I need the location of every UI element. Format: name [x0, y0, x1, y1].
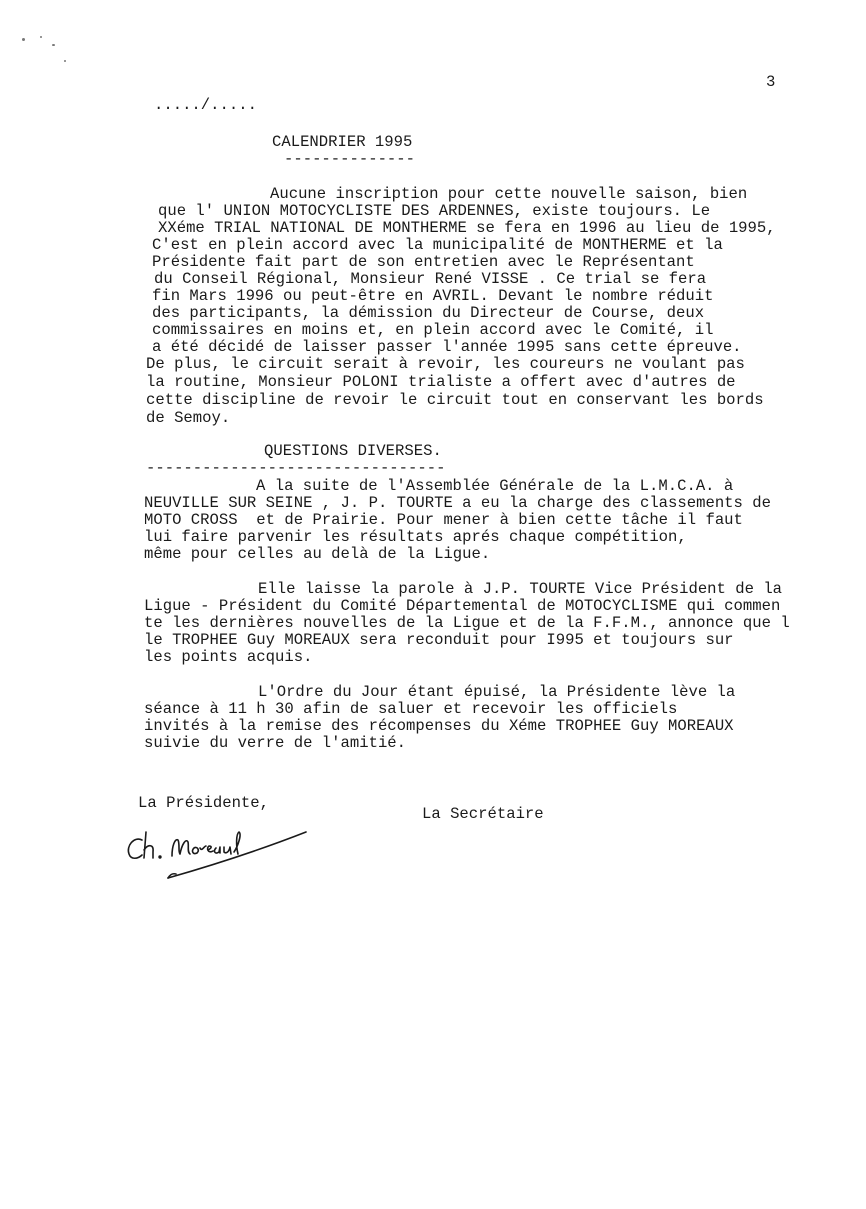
body-line: C'est en plein accord avec la municipalité de MONTHERME et la	[152, 236, 723, 254]
presidente-signature	[120, 818, 320, 888]
section-heading-calendrier: CALENDRIER 1995	[272, 133, 413, 151]
body-line: Aucune inscription pour cette nouvelle saison, bien	[270, 185, 748, 203]
body-line: te les dernières nouvelles de la Ligue et de la F.F.M., annonce que l	[144, 614, 790, 632]
body-line: L'Ordre du Jour étant épuisé, la Présidente lève la	[258, 683, 736, 701]
body-line: de Semoy.	[146, 409, 231, 427]
body-line: des participants, la démission du Directeur de Course, deux	[152, 304, 705, 322]
paper-speck	[52, 44, 55, 46]
section-heading-underline: --------------------------------	[146, 459, 446, 477]
body-line: du Conseil Régional, Monsieur René VISSE . Ce trial se fera	[154, 270, 707, 288]
body-line: Elle laisse la parole à J.P. TOURTE Vice Président de la	[258, 580, 783, 598]
body-line: lui faire parvenir les résultats aprés chaque compétition,	[144, 528, 687, 546]
secretaire-title: La Secrétaire	[422, 805, 544, 823]
body-line: De plus, le circuit serait à revoir, les coureurs ne voulant pas	[146, 355, 745, 373]
body-line: même pour celles au delà de la Ligue.	[144, 545, 491, 563]
paper-speck	[22, 38, 25, 41]
body-line: Ligue - Président du Comité Départemental de MOTOCYCLISME qui commen	[144, 597, 781, 615]
body-line: fin Mars 1996 ou peut-être en AVRIL. Devant le nombre réduit	[152, 287, 714, 305]
continuation-mark: ...../.....	[154, 96, 257, 114]
paper-speck	[64, 60, 66, 62]
body-line: le TROPHEE Guy MOREAUX sera reconduit pour I995 et toujours sur	[144, 631, 734, 649]
body-line: a été décidé de laisser passer l'année 1995 sans cette épreuve.	[152, 338, 742, 356]
section-heading-underline: --------------	[284, 150, 416, 168]
section-heading-questions: QUESTIONS DIVERSES.	[264, 442, 442, 460]
page-number: 3	[766, 73, 776, 91]
body-line: les points acquis.	[144, 648, 313, 666]
presidente-title: La Présidente,	[138, 794, 270, 812]
body-line: séance à 11 h 30 afin de saluer et recevoir les officiels	[144, 700, 678, 718]
body-line: XXéme TRIAL NATIONAL DE MONTHERME se fera en 1996 au lieu de 1995,	[158, 219, 776, 237]
body-line: que l' UNION MOTOCYCLISTE DES ARDENNES, existe toujours. Le	[158, 202, 711, 220]
body-line: invités à la remise des récompenses du Xéme TROPHEE Guy MOREAUX	[144, 717, 734, 735]
body-line: suivie du verre de l'amitié.	[144, 734, 407, 752]
body-line: cette discipline de revoir le circuit tout en conservant les bords	[146, 391, 764, 409]
body-line: Présidente fait part de son entretien avec le Représentant	[152, 253, 695, 271]
body-line: MOTO CROSS et de Prairie. Pour mener à bien cette tâche il faut	[144, 511, 743, 529]
body-line: commissaires en moins et, en plein accord avec le Comité, il	[152, 321, 714, 339]
body-line: la routine, Monsieur POLONI trialiste a offert avec d'autres de	[146, 373, 736, 391]
paper-speck	[40, 36, 42, 38]
body-line: NEUVILLE SUR SEINE , J. P. TOURTE a eu la charge des classements de	[144, 494, 771, 512]
body-line: A la suite de l'Assemblée Générale de la L.M.C.A. à	[256, 477, 734, 495]
